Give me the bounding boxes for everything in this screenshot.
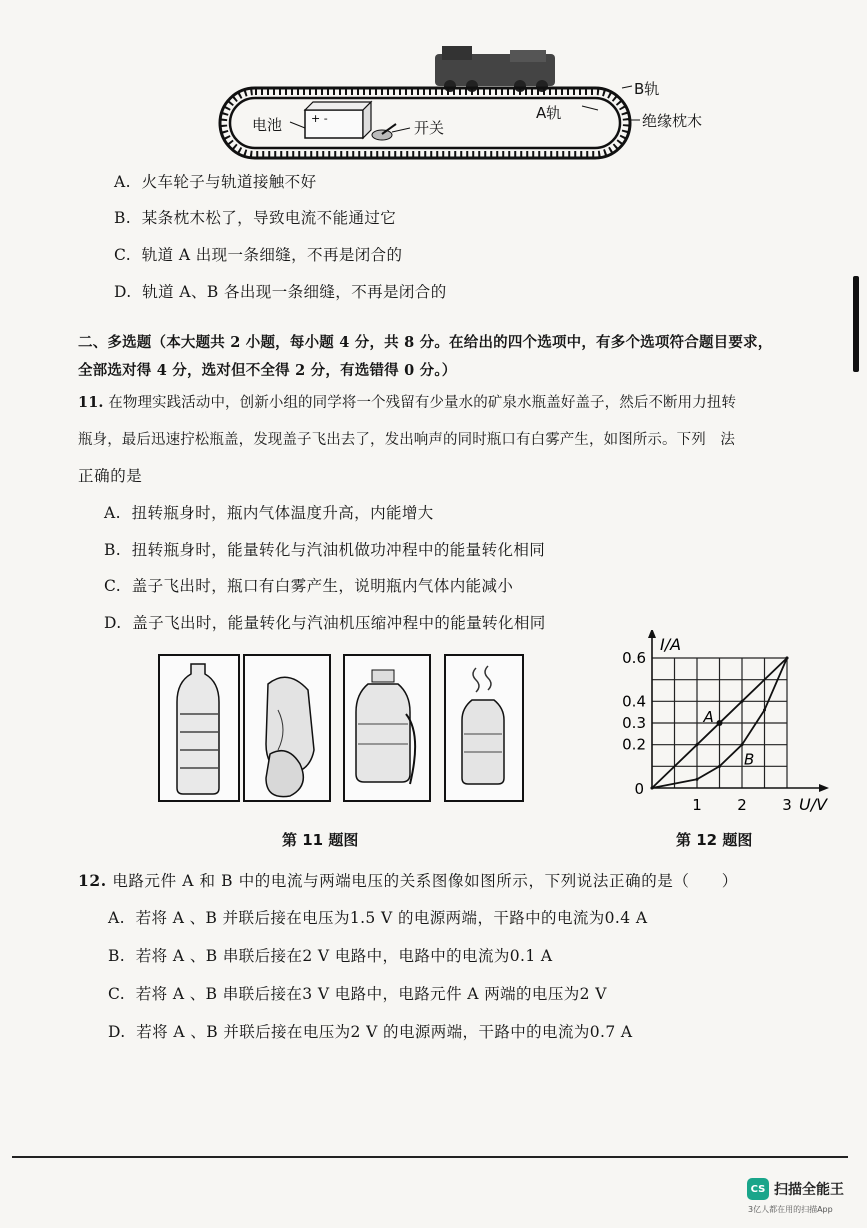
q12-option-d: D. 若将 A 、B 并联后接在电压为2 V 的电源两端，干路中的电流为0.7 A (108, 1023, 633, 1041)
label-sleeper: 绝缘枕木 (642, 112, 703, 130)
y-tick-label: 0.4 (622, 692, 646, 711)
data-point-b (786, 657, 789, 660)
bottle-panel-4 (445, 655, 523, 801)
watermark-app-name: 扫描全能王 (774, 1182, 844, 1198)
y-axis-label: I/A (660, 635, 682, 654)
x-axis-arrow (819, 784, 829, 792)
q11-bottle-figure (158, 654, 526, 804)
data-point-b (718, 765, 721, 768)
q11-option-d: D. 盖子飞出时，能量转化与汽油机压缩冲程中的能量转化相同 (104, 614, 546, 632)
track-figure (210, 40, 690, 170)
point-a-marker (717, 720, 723, 726)
data-point-b (741, 743, 744, 746)
bottle-panel-3 (344, 655, 430, 801)
page-bottom-rule (12, 1156, 848, 1158)
q10-option-a: A. 火车轮子与轨道接触不好 (114, 173, 317, 191)
label-a-rail: A轨 (536, 104, 562, 122)
data-point-b (763, 709, 766, 712)
q11-option-a: A. 扭转瓶身时，瓶内气体温度升高，内能增大 (104, 504, 434, 522)
y-tick-label: 0.2 (622, 735, 646, 754)
scanner-watermark (747, 1178, 844, 1200)
y-tick-label: 0.3 (622, 714, 646, 732)
label-b-rail: B轨 (634, 80, 660, 98)
q11-option-b: B. 扭转瓶身时，能量转化与汽油机做功冲程中的能量转化相同 (104, 541, 546, 559)
q10-option-d: D. 轨道 A、B 各出现一条细缝，不再是闭合的 (114, 283, 447, 301)
x-tick-label: 2 (737, 796, 747, 814)
q12-figure-caption: 第 12 题图 (676, 831, 753, 849)
train-illustration (435, 46, 555, 92)
scan-edge-mark (853, 276, 859, 372)
bottle-panel-2 (244, 655, 330, 801)
q11-stem-line1: 11. 在物理实践活动中，创新小组的同学将一个残留有少量水的矿泉水瓶盖好盖子，然后不断用力扭转 (78, 394, 737, 411)
curve-a-label: A (703, 708, 714, 726)
battery-terminals: + - (311, 112, 328, 125)
section-heading-line2: 全部选对得 4 分，选对但不全得 2 分，有选错得 0 分。） (78, 362, 457, 379)
bottle-panel-1 (159, 655, 239, 801)
data-point-a (696, 743, 699, 746)
q10-option-b: B. 某条枕木松了，导致电流不能通过它 (114, 209, 397, 227)
q11-figure-caption: 第 11 题图 (282, 831, 359, 849)
q12-stem: 12. 电路元件 A 和 B 中的电流与两端电压的关系图像如图所示，下列说法正确的是（ ） (78, 871, 738, 890)
data-point-a (741, 700, 744, 703)
q12-option-c: C. 若将 A 、B 串联后接在3 V 电路中，电路元件 A 两端的电压为2 V (108, 985, 607, 1003)
q11-option-c: C. 盖子飞出时，瓶口有白雾产生，说明瓶内气体内能减小 (104, 577, 514, 595)
q11-stem-line3: 正确的是 (78, 467, 143, 485)
curve-b-label: B (744, 750, 755, 769)
q12-option-a: A. 若将 A 、B 并联后接在电压为1.5 V 的电源两端，干路中的电流为0.4 A (108, 909, 648, 927)
q11-stem-line2: 瓶身，最后迅速拧松瓶盖，发现盖子飞出去了，发出响声的同时瓶口有白雾产生，如图所示。下列 法 (78, 432, 735, 448)
section-heading-line1: 二、多选题（本大题共 2 小题，每小题 4 分，共 8 分。在给出的四个选项中，有多个选项符合题目要求， (78, 334, 773, 351)
q10-option-c: C. 轨道 A 出现一条细缝，不再是闭合的 (114, 246, 403, 264)
x-tick-label: 1 (692, 796, 702, 814)
y-tick-label: 0.6 (622, 649, 646, 667)
data-point-b (696, 778, 699, 781)
data-point-b (651, 787, 654, 790)
origin-label: 0 (634, 780, 644, 798)
watermark-tagline: 3亿人都在用的扫描App (748, 1205, 833, 1214)
q12-iu-chart (612, 630, 842, 820)
label-switch: 开关 (414, 119, 445, 137)
y-axis-arrow (648, 630, 656, 638)
cs-logo: CS (747, 1178, 769, 1200)
label-battery: 电池 (252, 116, 283, 134)
q12-option-b: B. 若将 A 、B 串联后接在2 V 电路中，电路中的电流为0.1 A (108, 947, 553, 965)
x-axis-label: U/V (799, 795, 828, 814)
x-tick-label: 3 (782, 796, 792, 814)
